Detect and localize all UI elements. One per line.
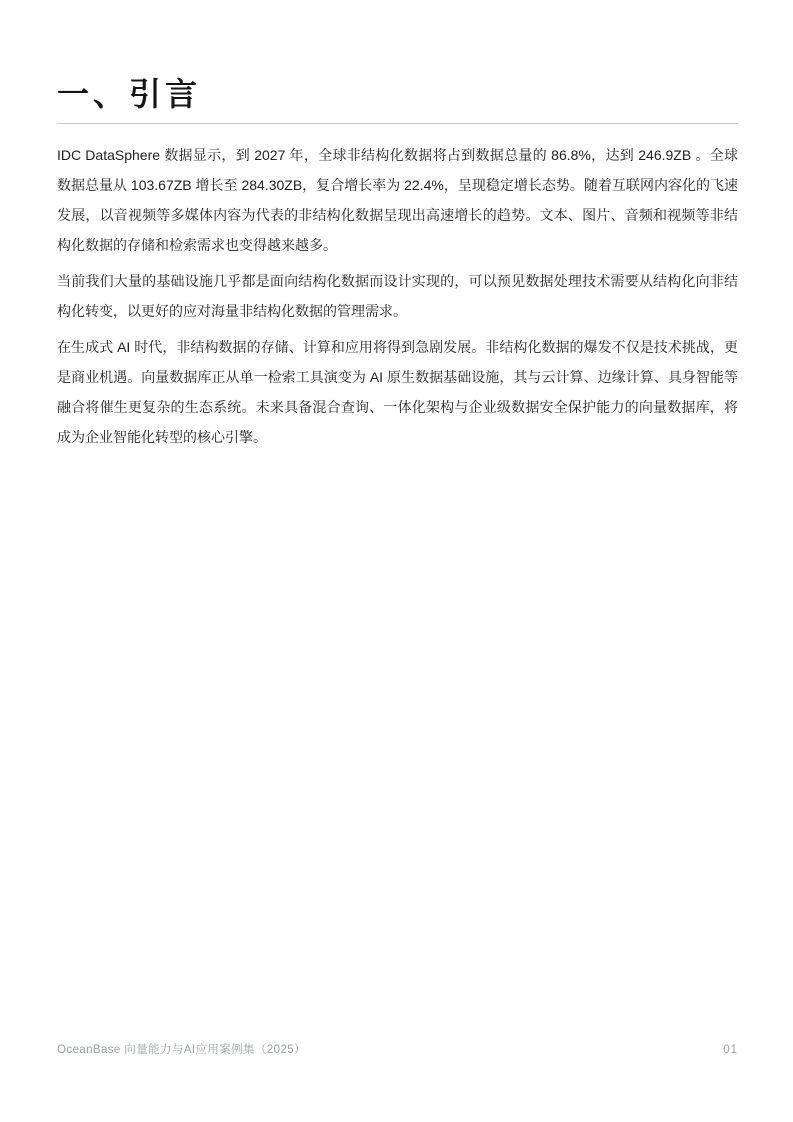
title-divider [57,123,738,124]
page-footer [57,1041,738,1057]
footer-page-number: 01 [723,1044,738,1056]
paragraph-genai-era: 在生成式 AI 时代，非结构数据的存储、计算和应用将得到急剧发展。非结构化数据的爆发不仅是技术挑战，更是商业机遇。向量数据库正从单一检索工具演变为 AI 原生数据基础设施，其与云计算、边缘计算、具身智能等融合将催生更复杂的生态系统。未来具备混合查询、一体化架构与企业级数据安全保护能力的向量数据库，将成为企业智能化转型的核心引擎。 [57,339,738,445]
paragraph-idc-data: IDC DataSphere 数据显示，到 2027 年，全球非结构化数据将占到数据总量的 86.8%，达到 246.9ZB 。全球数据总量从 103.67ZB 增长至 284.30ZB，复合增长率为 22.4%，呈现稳定增长态势。随着互联网内容化的飞速发展，以音视频等多媒体内容为代表的非结构化数据呈现出高速增长的趋势。文本、图片、音频和视频等非结构化数据的存储和检索需求也变得越来越多。 [57,147,738,253]
body-text [57,140,738,452]
footer-doc-title: OceanBase 向量能力与AI应用案例集（2025） [57,1044,306,1056]
page-title: 一、引言 [57,76,202,112]
paragraph-infrastructure: 当前我们大量的基础设施几乎都是面向结构化数据而设计实现的，可以预见数据处理技术需要从结构化向非结构化转变，以更好的应对海量非结构化数据的管理需求。 [57,273,738,319]
